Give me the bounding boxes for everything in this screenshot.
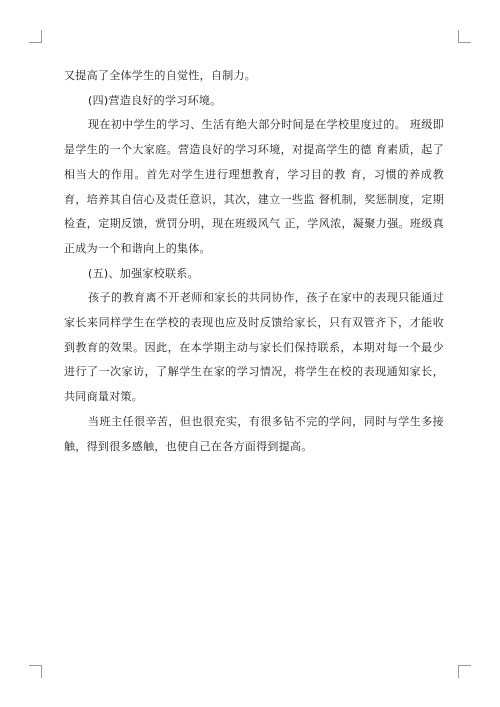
document-body bbox=[64, 64, 444, 459]
crop-mark-bottom-left bbox=[29, 665, 42, 678]
section-heading-learning-environment: (四)营造良好的学习环境。 bbox=[88, 93, 222, 107]
paragraph-learning-environment: 现在初中学生的学习、生活有绝大部分时间是在学校里度过的。 班级即是学生的一个大家庭。营造良好的学习环境，对提高学生的德 育素质，起了相当大的作用。首先对学生进行理想教育，学习目的教 育，习惯的养成教育，培养其自信心及责任意识，其次，建立一些监 督机制，奖惩制度，定期检查，定期反馈，赏罚分明，现在班级风气 正，学风浓，凝聚力强。班级真正成为一个和谐向上的集体。 bbox=[64, 118, 444, 255]
crop-mark-top-left bbox=[29, 30, 42, 43]
paragraph-home-school: 孩子的教育离不开老师和家长的共同协作，孩子在家中的表现只能通过家长来同样学生在学校的表现也应及时反馈给家长，只有双管齐下，才能收到教育的效果。因此，在本学期主动与家长们保持联系，本期对每一个最少进行了一次家访，了解学生在家的学习情况，将学生在校的表现通知家长，共同商量对策。 bbox=[64, 291, 444, 404]
paragraph-conclusion: 当班主任很辛苦，但也很充实，有很多钻不完的学问，同时与学生多接触，得到很多感触，也使自己在各方面得到提高。 bbox=[64, 414, 444, 453]
section-heading-home-school: (五)、加强家校联系。 bbox=[88, 266, 199, 280]
crop-mark-bottom-right bbox=[458, 665, 471, 678]
crop-mark-top-right bbox=[458, 30, 471, 43]
paragraph-continuation: 又提高了全体学生的自觉性，自制力。 bbox=[64, 69, 257, 82]
